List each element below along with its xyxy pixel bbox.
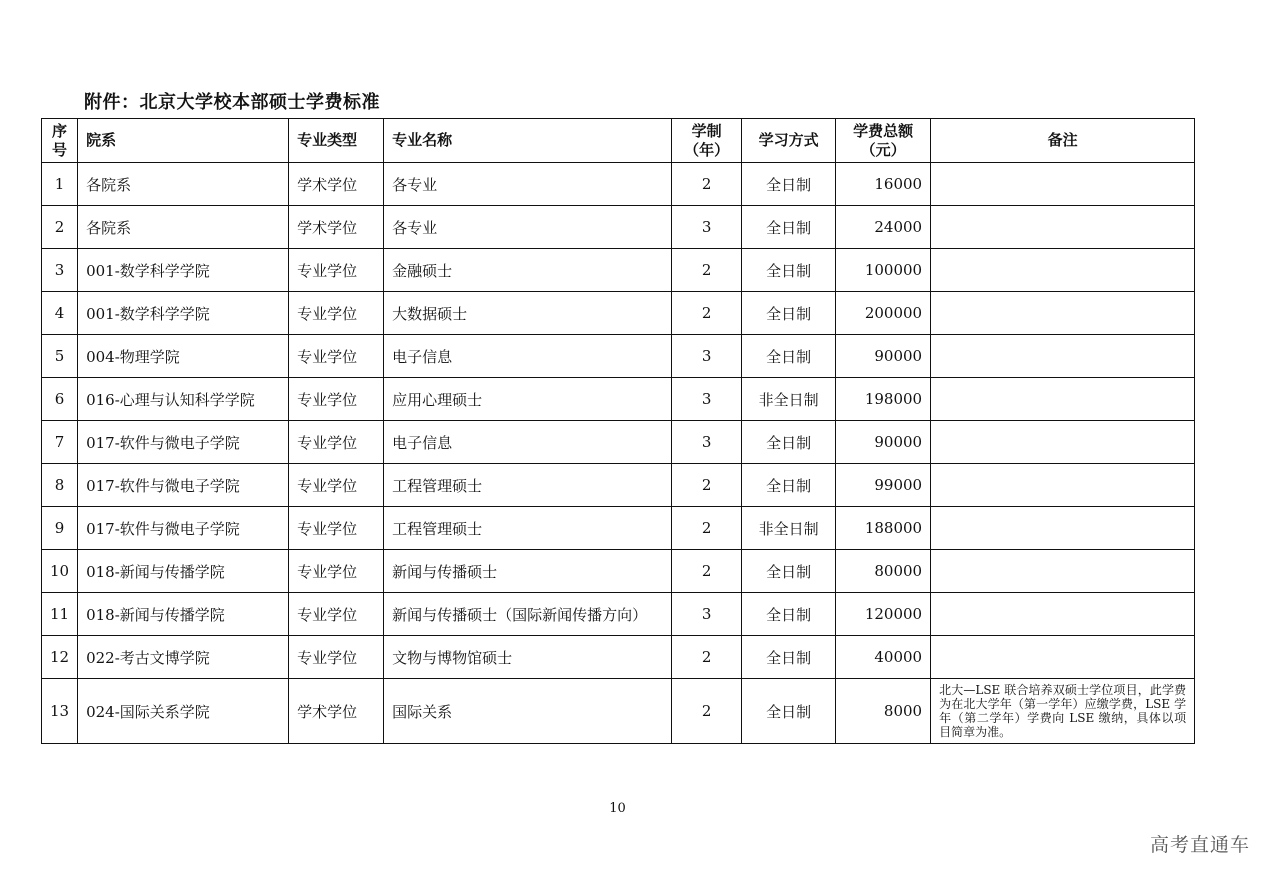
cell-major: 电子信息 (384, 421, 672, 464)
cell-years: 2 (672, 636, 742, 679)
page-number: 10 (609, 801, 626, 816)
cell-years: 2 (672, 679, 742, 744)
cell-no: 3 (42, 249, 78, 292)
table-row (42, 507, 1195, 550)
cell-mode: 全日制 (742, 292, 836, 335)
cell-type: 专业学位 (289, 464, 384, 507)
cell-note (931, 421, 1195, 464)
cell-dept: 001-数学科学学院 (78, 249, 289, 292)
cell-note (931, 464, 1195, 507)
watermark: 高考直通车 (1149, 834, 1250, 856)
cell-mode: 全日制 (742, 249, 836, 292)
cell-years: 3 (672, 206, 742, 249)
cell-no: 11 (42, 593, 78, 636)
cell-note (931, 335, 1195, 378)
cell-mode: 全日制 (742, 550, 836, 593)
cell-dept: 016-心理与认知科学学院 (78, 378, 289, 421)
cell-years: 3 (672, 378, 742, 421)
table-row (42, 464, 1195, 507)
header-dept: 院系 (78, 119, 289, 163)
cell-fee: 40000 (836, 636, 931, 679)
cell-type: 学术学位 (289, 163, 384, 206)
cell-fee: 99000 (836, 464, 931, 507)
cell-dept: 022-考古文博学院 (78, 636, 289, 679)
cell-no: 1 (42, 163, 78, 206)
cell-note (931, 249, 1195, 292)
header-years: 学制（年） (672, 119, 742, 163)
cell-dept: 各院系 (78, 206, 289, 249)
cell-note (931, 636, 1195, 679)
cell-type: 专业学位 (289, 593, 384, 636)
cell-major: 工程管理硕士 (384, 507, 672, 550)
cell-years: 2 (672, 507, 742, 550)
table-row (42, 550, 1195, 593)
cell-major: 各专业 (384, 163, 672, 206)
cell-fee: 24000 (836, 206, 931, 249)
cell-fee: 120000 (836, 593, 931, 636)
cell-no: 12 (42, 636, 78, 679)
cell-no: 6 (42, 378, 78, 421)
cell-note: 北大—LSE 联合培养双硕士学位项目，此学费为在北大学年（第一学年）应缴学费，LSE 学年（第二学年）学费向 LSE 缴纳，具体以项目简章为准。 (931, 679, 1195, 744)
cell-major: 各专业 (384, 206, 672, 249)
cell-fee: 8000 (836, 679, 931, 744)
table-row (42, 163, 1195, 206)
header-fee: 学费总额（元） (836, 119, 931, 163)
cell-dept: 017-软件与微电子学院 (78, 421, 289, 464)
header-type: 专业类型 (289, 119, 384, 163)
cell-mode: 全日制 (742, 421, 836, 464)
cell-years: 2 (672, 249, 742, 292)
cell-type: 专业学位 (289, 249, 384, 292)
cell-dept: 018-新闻与传播学院 (78, 550, 289, 593)
cell-no: 7 (42, 421, 78, 464)
cell-fee: 80000 (836, 550, 931, 593)
cell-mode: 全日制 (742, 335, 836, 378)
cell-fee: 200000 (836, 292, 931, 335)
header-major: 专业名称 (384, 119, 672, 163)
cell-mode: 全日制 (742, 206, 836, 249)
cell-type: 专业学位 (289, 507, 384, 550)
cell-mode: 全日制 (742, 679, 836, 744)
cell-no: 8 (42, 464, 78, 507)
cell-major: 应用心理硕士 (384, 378, 672, 421)
cell-major: 新闻与传播硕士 (384, 550, 672, 593)
cell-fee: 100000 (836, 249, 931, 292)
table-row (42, 636, 1195, 679)
cell-note (931, 593, 1195, 636)
cell-no: 13 (42, 679, 78, 744)
cell-major: 文物与博物馆硕士 (384, 636, 672, 679)
table-row (42, 206, 1195, 249)
table-row (42, 292, 1195, 335)
cell-dept: 各院系 (78, 163, 289, 206)
cell-note (931, 378, 1195, 421)
cell-fee: 16000 (836, 163, 931, 206)
table-row (42, 335, 1195, 378)
header-note: 备注 (931, 119, 1195, 163)
table-row (42, 421, 1195, 464)
cell-years: 2 (672, 464, 742, 507)
cell-dept: 017-软件与微电子学院 (78, 464, 289, 507)
cell-fee: 90000 (836, 421, 931, 464)
cell-type: 学术学位 (289, 206, 384, 249)
cell-years: 3 (672, 421, 742, 464)
cell-major: 工程管理硕士 (384, 464, 672, 507)
cell-dept: 024-国际关系学院 (78, 679, 289, 744)
cell-mode: 全日制 (742, 464, 836, 507)
header-no: 序号 (42, 119, 78, 163)
table-row (42, 593, 1195, 636)
cell-note (931, 550, 1195, 593)
cell-years: 2 (672, 292, 742, 335)
cell-type: 专业学位 (289, 636, 384, 679)
table-row (42, 378, 1195, 421)
cell-note (931, 163, 1195, 206)
cell-major: 新闻与传播硕士（国际新闻传播方向） (384, 593, 672, 636)
cell-major: 金融硕士 (384, 249, 672, 292)
cell-type: 专业学位 (289, 292, 384, 335)
cell-type: 专业学位 (289, 421, 384, 464)
cell-dept: 018-新闻与传播学院 (78, 593, 289, 636)
cell-no: 5 (42, 335, 78, 378)
cell-type: 专业学位 (289, 378, 384, 421)
table-row (42, 249, 1195, 292)
cell-note (931, 206, 1195, 249)
cell-years: 2 (672, 163, 742, 206)
cell-no: 4 (42, 292, 78, 335)
table-row (42, 679, 1195, 744)
cell-years: 2 (672, 550, 742, 593)
cell-no: 2 (42, 206, 78, 249)
cell-fee: 188000 (836, 507, 931, 550)
cell-no: 10 (42, 550, 78, 593)
cell-mode: 全日制 (742, 163, 836, 206)
cell-type: 学术学位 (289, 679, 384, 744)
cell-note (931, 507, 1195, 550)
cell-type: 专业学位 (289, 550, 384, 593)
cell-fee: 90000 (836, 335, 931, 378)
cell-years: 3 (672, 593, 742, 636)
table-header-row (42, 119, 1195, 163)
cell-mode: 全日制 (742, 636, 836, 679)
cell-major: 电子信息 (384, 335, 672, 378)
cell-note (931, 292, 1195, 335)
cell-dept: 017-软件与微电子学院 (78, 507, 289, 550)
cell-fee: 198000 (836, 378, 931, 421)
cell-mode: 非全日制 (742, 378, 836, 421)
document-title: 附件：北京大学校本部硕士学费标准 (84, 92, 380, 113)
cell-major: 大数据硕士 (384, 292, 672, 335)
cell-mode: 非全日制 (742, 507, 836, 550)
cell-major: 国际关系 (384, 679, 672, 744)
cell-dept: 001-数学科学学院 (78, 292, 289, 335)
cell-mode: 全日制 (742, 593, 836, 636)
cell-type: 专业学位 (289, 335, 384, 378)
cell-years: 3 (672, 335, 742, 378)
header-mode: 学习方式 (742, 119, 836, 163)
cell-dept: 004-物理学院 (78, 335, 289, 378)
tuition-fee-table (41, 118, 1195, 744)
cell-no: 9 (42, 507, 78, 550)
